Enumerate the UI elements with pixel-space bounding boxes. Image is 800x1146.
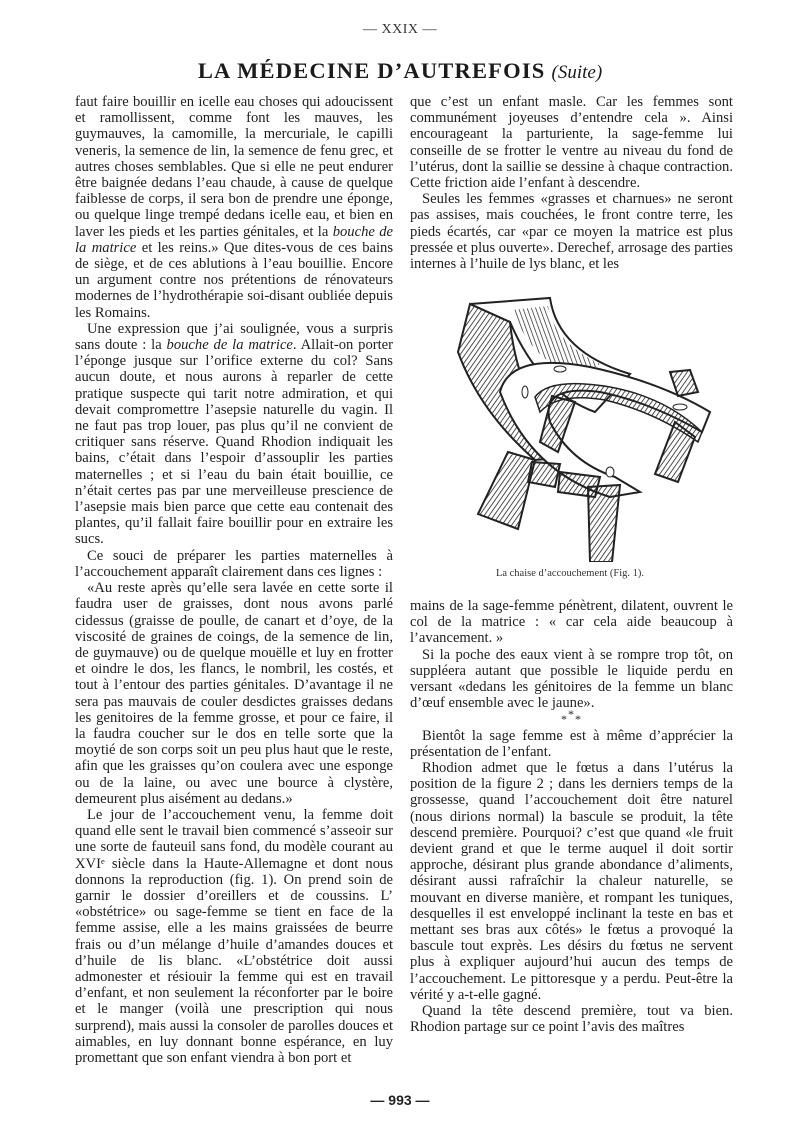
right-column-top [410, 94, 733, 272]
birthing-chair-woodcut-icon [440, 292, 730, 562]
article-title-suffix: (Suite) [551, 62, 603, 83]
section-separator-asterism: *** [561, 707, 582, 727]
paragraph: Seules les femmes «grasses et charnues» ne seront pas assises, mais couchées, le front contre terre, les pieds écartés, car «par ce moyen la matrice est plus pressée et plus ouverte». Derechef, arrosage des parties internes à l’huile de lys blanc, et les [410, 191, 733, 273]
page-number: — 993 — [370, 1092, 430, 1108]
article-title-main: LA MÉDECINE D’AUTREFOIS [197, 58, 546, 83]
paragraph: faut faire bouillir en icelle eau choses qui adoucissent et ramollissent, comme font les mauves, les guymauves, la camomille, la mercuriale, le capilli veneris, la semence de lin, la semence de fenu grec, et autres choses semblables. Que si elle ne peut endurer être baignée dedans l’eau chaude, à cause de quelque faiblesse de corps, il sera bon de prendre une éponge, ou quelque linge trempé dedans icelle eau, et bien en laver les pieds et les parties génitales, et la bouche de la matrice et les reins.» Que dites-vous de ces bains de siège, et de ces ablutions à l’eau bouillie. Encore un argument contre nos prétentions de rénovateurs modernes de l’hydrothérapie soi-disant oubliée depuis les Romains. [75, 94, 393, 321]
figure-caption: La chaise d’accouchement (Fig. 1). [495, 568, 645, 579]
paragraph: Bientôt la sage femme est à même d’apprécier la présentation de l’enfant. [410, 727, 733, 760]
paragraph: Si la poche des eaux vient à se rompre trop tôt, on suppléera autant que possible le liquide perdu en versant «dedans les génitoires de la femme un blanc d’œuf ensemble avec le jaune». [410, 646, 733, 712]
paragraph: Une expression que j’ai soulignée, vous a surpris sans doute : la bouche de la matrice. Allait-on porter l’éponge jusque sur l’orifice externe du col? Sans aucun doute, et nous aurons à reparler de cette pratique suspecte qui tarit notre admiration, et qui devait compromettre l’asepsie naturelle du vagin. Il ne faut pas trop louer, pas plus qu’il ne convient de critiquer sans réserve. Quand Rhodion indiquait les bains, c’était dans l’espoir d’assouplir les parties maternelles ; et si l’eau du bain était bouillie, ce n’était certes pas par une merveilleuse prescience de l’asepsie mais bien parce que cette eau contenait des plantes, qu’il fallait faire bouillir pour en extraire les sucs. [75, 320, 393, 548]
paragraph: Quand la tête descend première, tout va bien. Rhodion partage sur ce point l’avis des maîtres [410, 1003, 733, 1036]
paragraph: Ce souci de préparer les parties maternelles à l’accouchement apparaît clairement dans ces lignes : [75, 547, 393, 580]
paragraph: Rhodion admet que le fœtus a dans l’utérus la position de la figure 2 ; dans les derniers temps de la grossesse, quand l’accouchement doit être naturel (nous dirions normal) la bascule se produit, la tête descend première. Pourquoi? c’est que quand «le fruit devient grand et que le terme auquel il doit sortir approche, désirant plus grande abondance d’aliments, désirant aussi rafraîchir la chaleur naturelle, se mouvant en diverse manière, et rompant les tuniques, desquelles il est enveloppé inclinant la teste en bas et mettant ses bras aux côtés» le fœtus a provoqué la bascule tout exprès. Les désirs du fœtus ne servent plus à expliquer aujourd’hui aucun des temps de l’accouchement. Le pittoresque y a perdu. Peut-être la vérité y a-t-elle gagné. [410, 760, 733, 1003]
birthing-chair-illustration [440, 292, 730, 588]
article-title [0, 58, 800, 84]
century-numeral: XVIᵉ [75, 855, 105, 872]
left-column [75, 94, 393, 1066]
emphasis: bouche de la matrice [75, 223, 393, 256]
paragraph: que c’est un enfant masle. Car les femmes sont communément joyeuses d’entendre cela ». Ainsi encourageant la parturiente, la sage-femme lui conseille de se frotter le ventre au niveau du fond de l’utérus, dont la saillie se dessine à chaque contraction. Cette friction aide l’enfant à descendre. [410, 94, 733, 192]
paragraph: Le jour de l’accouchement venu, la femme doit quand elle sent le travail bien commencé s’asseoir sur une sorte de fauteuil sans fond, du modèle courant au XVIᵉ siècle dans la Haute-Allemagne et dont nous donnons la reproduction (fig. 1). On prend soin de garnir le dossier d’oreillers et de coussins. L’ «obstétrice» ou sage-femme se tient en face de la femme assise, elle a les mains graissées de beurre frais ou d’un mélange d’huile d’amandes douces et d’huile de lis blanc. «L’obstétrice doit aussi admonester et résiouir la femme qui est en travail d’enfant, et non seulement la réconforter par le boire et le manger (voilà une prescription qui nous surprend), mais aussi la consoler de parolles douces et aimables, en luy donnant bonne espérance, en luy promettant que son enfant viendra à bon port et [75, 806, 393, 1066]
right-column-bottom [410, 598, 733, 1035]
quotation-paragraph: «Au reste après qu’elle sera lavée en cette sorte il faudra user de graisses, dont nous avons parlé cidessus (graisse de poulle, de canart et d’oye, de la viscosité de graines de coings, de la semence de lin, de guymauve) ou de quelque mouëlle et luy en frotter et oindre le dos, les flancs, le nombril, les costés, et tout à l’entour des parties génitales. D’avantage il ne sera pas mauvais de couler desdictes graisses dedans les genitoires de la femme grosse, et pour ce faire, il la faudra coucher sur le dos en telle sorte que la moytié de son corps soit un peu plus haut que le reste, afin que les graisses qu’on coulera avec une esponge ou de la laine, ou avec une bource à clystère, demeurent plus aisément au dedans.» [75, 580, 393, 807]
page-header-roman-numeral: — XXIX — [363, 22, 437, 37]
paragraph: mains de la sage-femme pénètrent, dilatent, ouvrent le col de la matrice : « car cela aide beaucoup à l’avancement. » [410, 598, 733, 647]
emphasis: bouche de la matrice [166, 337, 293, 354]
